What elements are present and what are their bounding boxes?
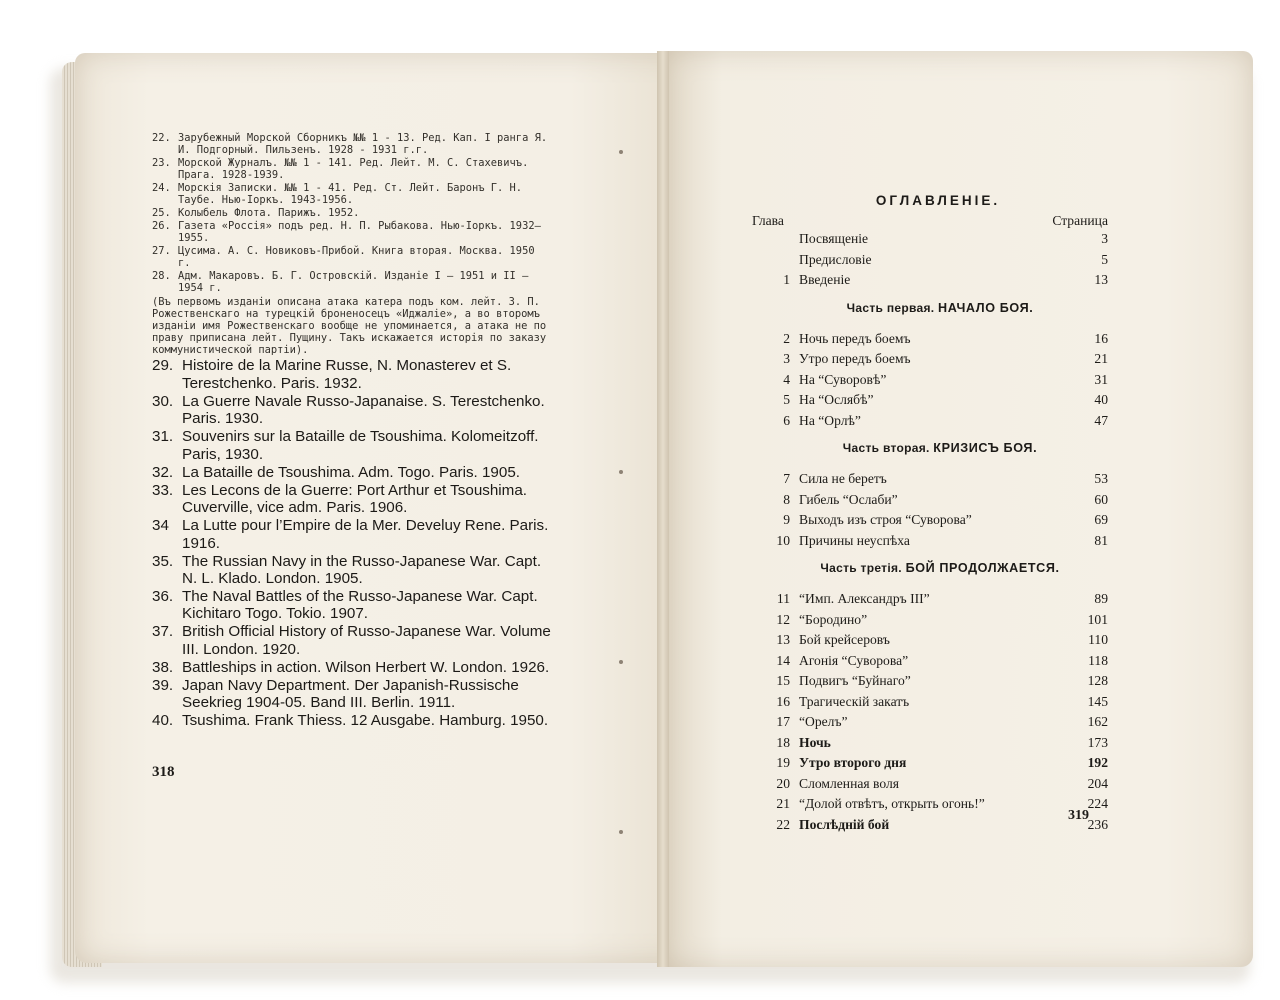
bib-entry-text: Les Lecons de la Guerre: Port Arthur et Tsoushima. Cuverville, vice adm. Paris. 1906.: [182, 481, 527, 517]
bib-entry: [152, 220, 552, 244]
toc-part-label: Часть первая.: [846, 300, 935, 315]
toc-row: [752, 714, 1108, 735]
toc-row: [752, 653, 1108, 674]
bib-entry-number: 30.: [152, 392, 174, 410]
bib-entry-number: 34: [152, 517, 169, 535]
toc-chapter-number: 20: [776, 775, 790, 791]
toc-chapter-number: 12: [776, 611, 790, 627]
toc-chapter-title: Выходъ изъ строя “Суворова”: [799, 512, 972, 527]
bib-entry-number: 29.: [152, 357, 174, 375]
bib-entry-number: 23.: [152, 156, 171, 169]
bib-entry-number: 37.: [152, 623, 174, 641]
binding-hole: [619, 660, 623, 664]
bib-entry-text: Колыбель Флота. Парижъ. 1952.: [178, 206, 360, 219]
toc-chapter-title: “Бородино”: [799, 611, 868, 627]
bib-entry-number: 36.: [152, 587, 174, 605]
toc-row: [752, 533, 1108, 554]
binding-hole: [619, 470, 623, 474]
bib-entry-number: 31.: [152, 428, 174, 446]
bib-entry-text: Газета «Россія» подъ ред. Н. П. Рыбакова. Нью-Іоркъ. 1932—1955.: [178, 219, 541, 244]
bibliography: [152, 132, 552, 730]
bib-entry-number: 38.: [152, 658, 174, 676]
toc-chapter-number: 4: [783, 371, 790, 387]
toc-page-number: 69: [1094, 512, 1108, 527]
left-page-number: 318: [152, 764, 175, 780]
toc-page-number: 118: [1088, 652, 1108, 668]
toc-row: [752, 331, 1108, 352]
toc-chapter-title: Ночь: [799, 734, 831, 750]
bib-entry-number: 26.: [152, 219, 171, 232]
toc-chapter-title: Гибель “Ослаби”: [799, 491, 898, 507]
bib-entry: [152, 393, 552, 428]
toc-chapter-title: Введеніе: [799, 272, 851, 287]
bib-entry: [152, 588, 552, 623]
bib-entry-number: 35.: [152, 552, 174, 570]
toc-chapter-title: Причины неуспѣха: [799, 532, 910, 548]
toc-row: [752, 231, 1108, 252]
toc-row: [752, 471, 1108, 492]
bib-entry: [152, 245, 552, 269]
bib-entry-number: 25.: [152, 206, 171, 219]
toc-chapter-number: 6: [783, 412, 790, 428]
toc-page-number: 204: [1087, 775, 1108, 791]
bib-entry-text: British Official History of Russo-Japanese War. Volume III. London. 1920.: [182, 623, 551, 658]
toc-chapter-number: 9: [783, 512, 790, 527]
toc-chapter-title: На “Ослябѣ”: [799, 392, 874, 407]
toc-row: [752, 796, 1108, 817]
bib-entry: [152, 482, 552, 517]
bib-entry-text: The Russian Navy in the Russo-Japanese War. Capt. N. L. Klado. London. 1905.: [182, 552, 542, 587]
toc-row: [752, 413, 1108, 434]
toc-chapter-number: 3: [783, 351, 790, 366]
toc-chapter-number: 17: [776, 714, 790, 729]
toc-page-number: 89: [1094, 591, 1108, 606]
toc-row: [752, 673, 1108, 694]
toc-part-label: Часть третія.: [820, 561, 902, 575]
toc-part-name: НАЧАЛО БОЯ.: [938, 300, 1034, 315]
toc-chapter-title: На “Орлѣ”: [799, 412, 861, 428]
toc-row: [752, 512, 1108, 533]
toc-chapter-title: Трагическій закатъ: [799, 693, 910, 709]
toc-chapter-number: 16: [776, 693, 790, 709]
bib-entry-text: Histoire de la Marine Russe, N. Monasterev et S. Terestchenko. Paris. 1932.: [182, 357, 512, 392]
toc-chapter-title: Подвигъ “Буйнаго”: [799, 673, 911, 688]
bib-note: (Въ первомъ изданіи описана атака катера подъ ком. лейт. З. П. Рожественскаго на турецкій броненосецъ «Иджаліе», а во второмъ изданіи имя Рожественскаго вообще не упоминается, а атака не по праву приписана лейт. Пущину. Такъ искажается исторія по заказу коммунистической партіи).: [152, 296, 547, 357]
toc-row: [752, 755, 1108, 776]
bib-entry-number: 40.: [152, 712, 174, 730]
toc-row: [752, 776, 1108, 797]
toc-page-number: 5: [1101, 251, 1108, 267]
toc-part-heading: [772, 561, 1108, 575]
bib-entry-number: 33.: [152, 481, 174, 499]
toc-page-number: 47: [1094, 412, 1108, 428]
bib-entry: [152, 712, 552, 729]
toc-chapter-title: Предисловіе: [799, 251, 872, 267]
toc-row: [752, 372, 1108, 393]
toc-page-number: 192: [1087, 755, 1108, 770]
bib-entry: [152, 677, 552, 712]
toc-chapter-title: Утро передъ боемъ: [799, 351, 911, 366]
toc-chapter-title: Послѣдній бой: [799, 816, 890, 832]
toc-page-number: 60: [1094, 491, 1108, 507]
bib-entry-text: Tsushima. Frank Thiess. 12 Ausgabe. Hamburg. 1950.: [182, 712, 549, 730]
toc-page-number: 110: [1088, 632, 1108, 647]
bib-entry: [152, 464, 552, 481]
toc-page-number: 224: [1087, 796, 1108, 811]
bib-entry: [152, 623, 552, 658]
toc-page-number: 40: [1094, 392, 1108, 407]
toc-page-number: 101: [1087, 611, 1108, 627]
toc-row: [752, 694, 1108, 715]
bib-entry: [152, 428, 552, 463]
bib-entry: [152, 157, 552, 181]
toc-chapter-number: 7: [783, 471, 790, 486]
toc-chapter-number: 21: [776, 796, 790, 811]
bib-entry: [152, 182, 552, 206]
toc-chapter-number: 8: [783, 491, 790, 507]
toc-chapter-title: Сила не беретъ: [799, 471, 887, 486]
toc-chapter-title: “Орелъ”: [799, 714, 848, 729]
toc-page-number: 16: [1094, 330, 1108, 346]
right-page-number: 319: [1068, 808, 1089, 823]
bib-entry: [152, 207, 552, 219]
toc-chapter-title: Бой крейсеровъ: [799, 632, 890, 647]
toc-page-number: 173: [1087, 734, 1108, 750]
toc-part-name: БОЙ ПРОДОЛЖАЕТСЯ.: [905, 561, 1060, 575]
toc-chapter-title: “Долой отвѣтъ, открыть огонь!”: [799, 796, 985, 811]
toc-chapter-title: На “Суворовѣ”: [799, 371, 887, 387]
toc-chapter-title: Утро второго дня: [799, 755, 907, 770]
table-of-contents: [752, 186, 1108, 837]
toc-part-heading: [772, 441, 1108, 455]
toc-row: [752, 735, 1108, 756]
toc-row: [752, 272, 1108, 293]
toc-chapter-number: 5: [783, 392, 790, 407]
toc-row: [752, 591, 1108, 612]
book-gutter: [657, 51, 669, 967]
toc-page-number: 145: [1087, 693, 1108, 709]
bib-entry-text: Морской Журналъ. №№ 1 - 141. Ред. Лейт. М. С. Стахевичъ. Прага. 1928-1939.: [178, 156, 529, 182]
toc-row: [752, 392, 1108, 413]
bib-entry: [152, 659, 552, 676]
bib-entry-text: Цусима. А. С. Новиковъ-Прибой. Книга вторая. Москва. 1950 г.: [178, 244, 535, 269]
bib-entry-number: 24.: [152, 181, 171, 194]
toc-page-number: 236: [1087, 816, 1108, 832]
toc-chapter-number: 19: [776, 755, 790, 770]
toc-chapter-number: 14: [776, 652, 790, 668]
bib-entry-text: La Lutte pour l’Empire de la Mer. Develuy Rene. Paris. 1916.: [182, 517, 549, 552]
bib-entry-text: Зарубежный Морской Сборникъ №№ 1 - 13. Ред. Кап. I ранга Я. И. Подгорный. Пильзенъ. 1928 - 1931 г.г.: [178, 132, 548, 157]
toc-chapter-number: 10: [776, 532, 790, 548]
bibliography-large-print: [152, 357, 552, 729]
bib-entry-text: La Bataille de Tsoushima. Adm. Togo. Paris. 1905.: [182, 463, 520, 481]
toc-chapter-title: Агонія “Суворова”: [799, 652, 909, 668]
toc-chapter-number: 15: [776, 673, 790, 688]
bib-entry-number: 27.: [152, 244, 171, 257]
toc-column-headers: [752, 213, 1108, 229]
bib-entry-text: Japan Navy Department. Der Japanish-Russische Seekrieg 1904-05. Band III. Berlin. 1911.: [182, 676, 519, 712]
bib-entry-number: 22.: [152, 132, 171, 144]
toc-part-label: Часть вторая.: [842, 441, 930, 455]
toc-chapter-title: Сломленная воля: [799, 775, 900, 791]
toc-page-number: 53: [1094, 471, 1108, 486]
bib-entry: [152, 553, 552, 588]
toc-page-number: 81: [1094, 532, 1108, 548]
bib-entry-number: 28.: [152, 269, 171, 282]
bib-entry-number: 39.: [152, 676, 174, 694]
bib-entry: [152, 270, 552, 294]
bib-entry: [152, 517, 552, 552]
toc-page-number: 128: [1087, 673, 1108, 688]
toc-page-number: 3: [1101, 231, 1108, 246]
toc-title: ОГЛАВЛЕНІЕ.: [875, 193, 1001, 208]
toc-row: [752, 351, 1108, 372]
bib-entry-text: La Guerre Navale Russo-Japanaise. S. Terestchenko. Paris. 1930.: [182, 392, 545, 428]
toc-page-number: 13: [1094, 272, 1108, 287]
binding-hole: [619, 150, 623, 154]
toc-row: [752, 817, 1108, 838]
toc-col-chapter: Глава: [752, 213, 784, 228]
toc-page-number: 21: [1094, 351, 1108, 366]
toc-row: [752, 632, 1108, 653]
binding-hole: [619, 830, 623, 834]
bibliography-small-print: [152, 132, 552, 356]
bib-entry: [152, 132, 552, 156]
bib-entry-text: The Naval Battles of the Russo-Japanese War. Capt. Kichitaro Togo. Tokio. 1907.: [182, 587, 538, 623]
toc-part-name: КРИЗИСЪ БОЯ.: [933, 441, 1038, 455]
toc-col-page: Страница: [1052, 213, 1108, 228]
toc-part-heading: [772, 301, 1108, 315]
bib-entry-text: Адм. Макаровъ. Б. Г. Островскій. Изданіе I — 1951 и II — 1954 г.: [178, 269, 529, 294]
toc-chapter-number: 18: [776, 734, 790, 750]
toc-chapter-number: 22: [776, 816, 790, 832]
bib-entry: [152, 357, 552, 392]
toc-row: [752, 492, 1108, 513]
bib-entry-text: Морскія Записки. №№ 1 - 41. Ред. Ст. Лейт. Баронъ Г. Н. Таубе. Нью-Іоркъ. 1943-1956.: [178, 181, 523, 207]
toc-chapter-number: 13: [776, 632, 790, 647]
bib-entry-text: Battleships in action. Wilson Herbert W. London. 1926.: [182, 658, 550, 676]
toc-chapter-title: Посвященіе: [799, 231, 869, 246]
toc-chapter-title: “Имп. Александръ III”: [799, 591, 930, 606]
bib-entry-number: 32.: [152, 463, 174, 481]
toc-chapter-number: 1: [783, 272, 790, 287]
toc-page-number: 162: [1087, 714, 1108, 729]
toc-chapter-number: 11: [776, 591, 790, 606]
toc-row: [752, 612, 1108, 633]
bib-entry-text: Souvenirs sur la Bataille de Tsoushima. Kolomeitzoff. Paris, 1930.: [182, 428, 539, 463]
toc-page-number: 31: [1094, 371, 1108, 387]
toc-chapter-number: 2: [783, 330, 790, 346]
toc-chapter-title: Ночь передъ боемъ: [799, 330, 911, 346]
toc-row: [752, 252, 1108, 273]
